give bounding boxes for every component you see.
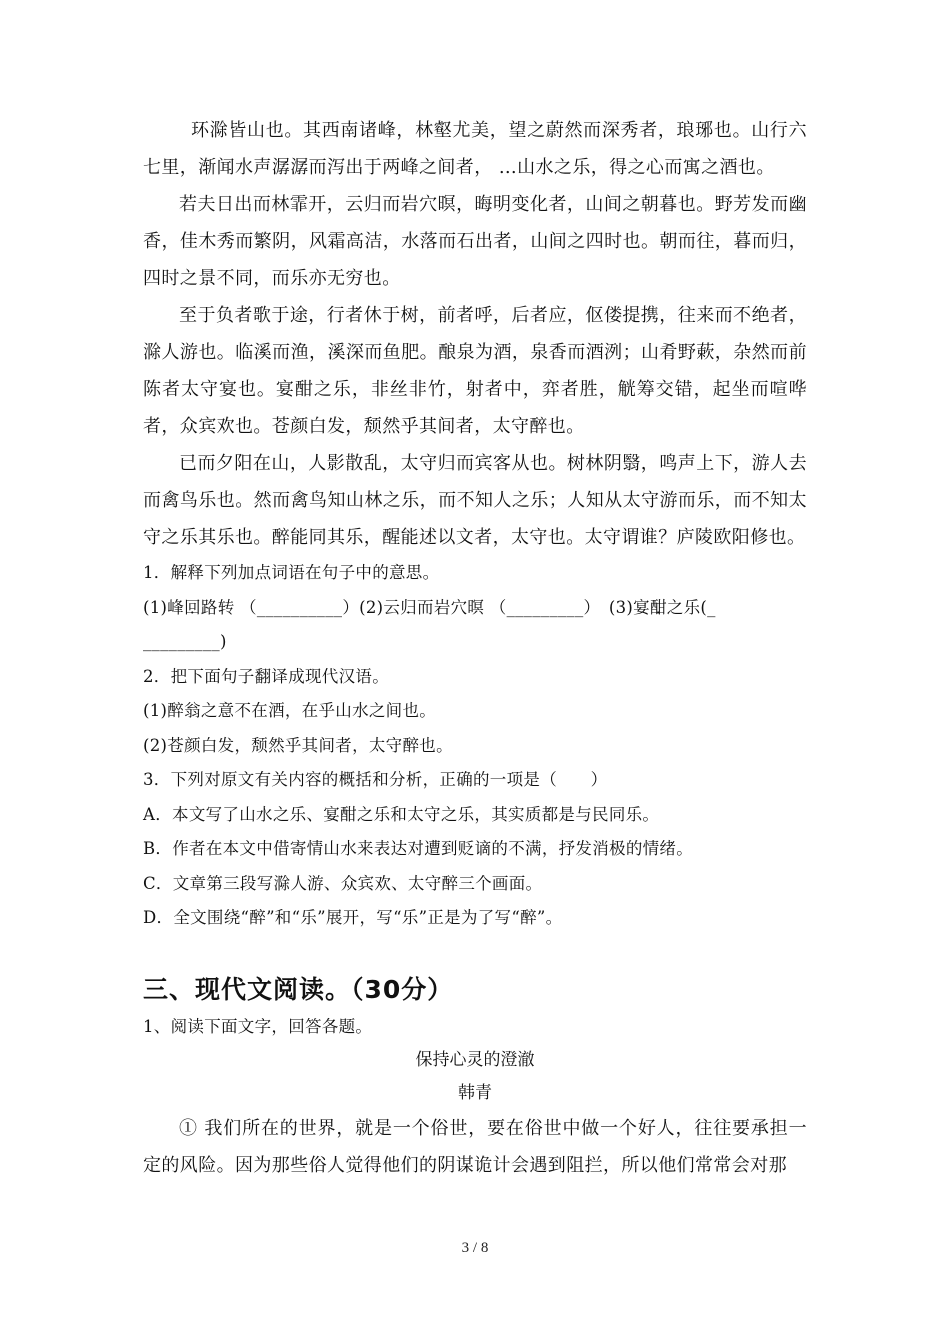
- q1-a-answer-blank[interactable]: 路转 （__________）: [200, 597, 360, 617]
- q1-b-dotted-word: 归: [400, 597, 418, 617]
- question-3-option-d[interactable]: D．全文围绕“醉”和“乐”展开，写“乐”正是为了写“醉”。: [143, 908, 563, 927]
- classical-paragraph-2: 若夫日出而林霏开，云归而岩穴暝，晦明变化者，山间之朝暮也。野芳发而幽香，佳木秀而繁阴，风霜高洁，水落而石出者，山间之四时也。朝而往，暮而归，四时之景不同，而乐亦无穷也。: [143, 194, 807, 289]
- q1-b-prefix: (2)云: [359, 597, 401, 617]
- classical-paragraph-3: 至于负者歌于途，行者休于树，前者呼，后者应，伛偻提携，往来而不绝者，滁人游也。临溪而渔，溪深而鱼肥。酿泉为酒，泉香而酒洌；山肴野蔌，杂然而前陈者太守宴也。宴酣之乐，非丝非竹，射者中，弈者胜，觥筹交错，起坐而喧哗者，众宾欢也。苍颜白发，颓然乎其间者，太守醉也。: [143, 305, 807, 437]
- question-2-title: 2．把下面句子翻译成现代汉语。: [143, 666, 389, 686]
- article-author: 韩青: [458, 1083, 492, 1103]
- q1-a-prefix: (1)峰: [143, 597, 185, 617]
- q1-c-dotted-word: 酣: [649, 597, 667, 617]
- question-3-option-b[interactable]: B．作者在本文中借寄情山水来表达对遭到贬谪的不满，抒发消极的情绪。: [143, 839, 694, 858]
- section-3-instruction: 1、阅读下面文字，回答各题。: [143, 1016, 373, 1036]
- article-title: 保持心灵的澄澈: [415, 1050, 535, 1070]
- document-page: [143, 112, 807, 1184]
- page-number: 3 / 8: [461, 1240, 489, 1256]
- q1-b-answer-blank[interactable]: 而岩穴暝 （_________）: [417, 597, 593, 617]
- q1-c-answer-blank[interactable]: 之乐(_: [666, 597, 716, 617]
- q1-a-dotted-word: 回: [184, 597, 201, 617]
- question-2-item-2: (2)苍颜白发，颓然乎其间者，太守醉也。: [143, 735, 453, 755]
- question-3-title: 3．下列对原文有关内容的概括和分析，正确的一项是（ ）: [143, 770, 608, 789]
- q1-c-answer-blank-continued[interactable]: _________): [143, 632, 227, 651]
- question-3-option-c[interactable]: C．文章第三段写滁人游、众宾欢、太守醉三个画面。: [143, 873, 543, 893]
- classical-paragraph-4: 已而夕阳在山，人影散乱，太守归而宾客从也。树林阴翳，鸣声上下，游人去而禽鸟乐也。然而禽鸟知山林之乐，而不知人之乐；人知从太守游而乐，而不知太守之乐其乐也。醉能同其乐，醒能述以文者，太守也。太守谓谁？庐陵欧阳修也。: [143, 453, 807, 548]
- question-1-title: 1．解释下列加点词语在句子中的意思。: [143, 563, 440, 582]
- classical-paragraph-1: 环滁皆山也。其西南诸峰，林壑尤美，望之蔚然而深秀者，琅琊也。山行六七里，渐闻水声潺潺而泻出于两峰之间者， …山水之乐，得之心而寓之酒也。: [143, 120, 807, 178]
- q1-c-prefix: (3)宴: [592, 597, 650, 617]
- article-paragraph-1: ① 我们所在的世界，就是一个俗世，要在俗世中做一个好人，往往要承担一定的风险。因为那些俗人觉得他们的阴谋诡计会遇到阻拦，所以他们常常会对那: [143, 1118, 807, 1176]
- question-3-option-a[interactable]: A．本文写了山水之乐、宴酣之乐和太守之乐，其实质都是与民同乐。: [143, 804, 660, 824]
- question-1-items: [143, 591, 807, 626]
- section-3-heading: 三、现代文阅读。（30分）: [143, 974, 454, 1004]
- question-2-item-1: (1)醉翁之意不在酒，在乎山水之间也。: [143, 701, 437, 720]
